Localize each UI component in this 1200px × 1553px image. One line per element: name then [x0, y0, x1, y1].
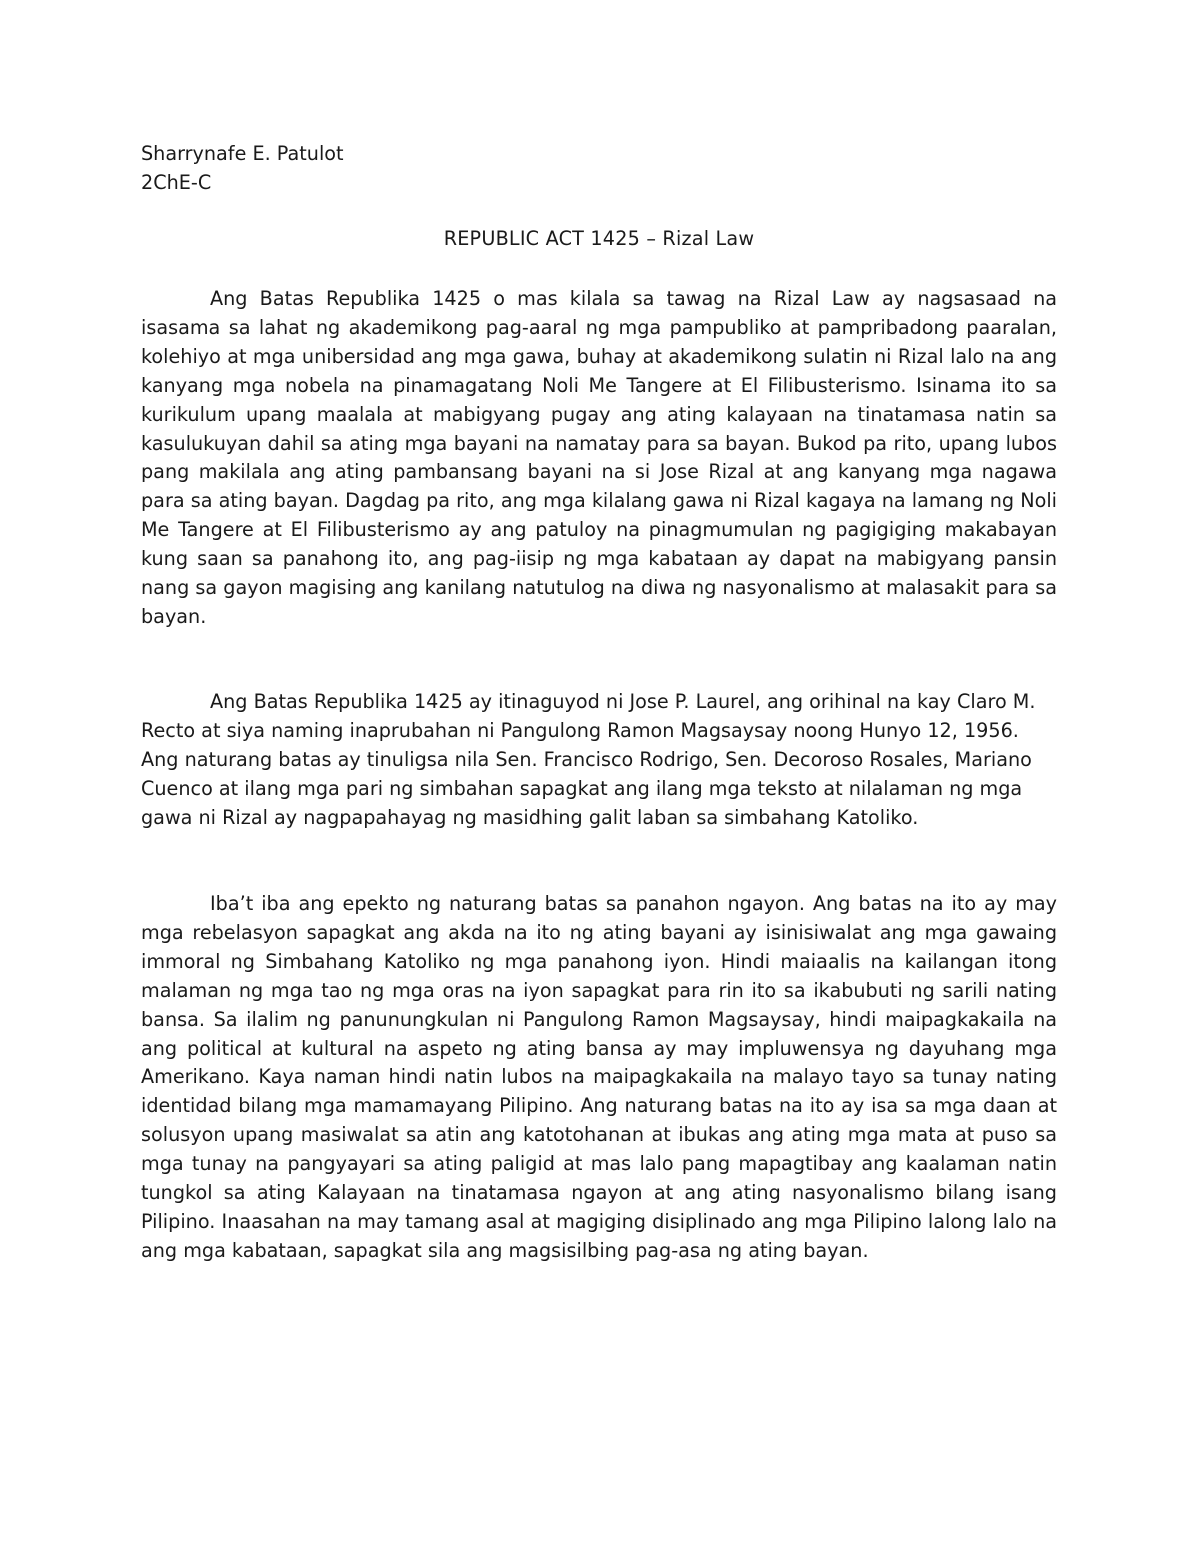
paragraph-block — [141, 285, 1057, 632]
paragraph-block — [141, 890, 1057, 1266]
body-paragraph: Ang Batas Republika 1425 ay itinaguyod ni Jose P. Laurel, ang orihinal na kay Claro M. Recto at siya naming inaprubahan ni Pangulong Ramon Magsaysay noong Hunyo 12, 1956. Ang naturang batas ay tinuligsa nila Sen. Francisco Rodrigo, Sen. Decoroso Rosales, Mariano Cuenco at ilang mga pari ng simbahan sapagkat ang ilang mga teksto at nilalaman ng mga gawa ni Rizal ay nagpapahayag ng masidhing galit laban sa simbahang Katoliko. — [141, 690, 1036, 829]
section-code: 2ChE-C — [141, 171, 212, 194]
document-title: REPUBLIC ACT 1425 – Rizal Law — [443, 227, 755, 250]
body-paragraph: Ang Batas Republika 1425 o mas kilala sa tawag na Rizal Law ay nagsasaad na isasama sa lahat ng akademikong pag-aaral ng mga pampubliko at pampribadong paaralan, kolehiyo at mga unibersidad ang mga gawa, buhay at akademikong sulatin ni Rizal lalo na ang kanyang mga nobela na pinamagatang Noli Me Tangere at El Filibusterismo. Isinama ito sa kurikulum upang maalala at mabigyang pugay ang ating kalayaan na tinatamasa natin sa kasulukuyan dahil sa ating mga bayani na namatay para sa bayan. Bukod pa rito, upang lubos pang makilala ang ating pambansang bayani na si Jose Rizal at ang kanyang mga nagawa para sa ating bayan. Dagdag pa rito, ang mga kilalang gawa ni Rizal kagaya na lamang ng Noli Me Tangere at El Filibusterismo ay ang patuloy na pinagmumulan ng pagigiging makabayan kung saan sa panahong ito, ang pag-iisip ng mga kabataan ay dapat na mabigyang pansin nang sa gayon magising ang kanilang natutulog na diwa ng nasyonalismo at malasakit para sa bayan. — [141, 287, 1057, 628]
paragraph-block — [141, 688, 1057, 833]
author-name: Sharrynafe E. Patulot — [141, 142, 344, 165]
body-paragraph: Iba’t iba ang epekto ng naturang batas sa panahon ngayon. Ang batas na ito ay may mga rebelasyon sapagkat ang akda na ito ng ating bayani ay isinisiwalat ang mga gawaing immoral ng Simbahang Katoliko ng mga panahong iyon. Hindi maiaalis na kailangan itong malaman ng mga tao ng mga oras na iyon sapagkat para rin ito sa ikabubuti ng sarili nating bansa. Sa ilalim ng panunungkulan ni Pangulong Ramon Magsaysay, hindi maipagkakaila na ang political at kultural na aspeto ng ating bansa ay may impluwensya ng dayuhang mga Amerikano. Kaya naman hindi natin lubos na maipagkakaila na malayo tayo sa tunay nating identidad bilang mga mamamayang Pilipino. Ang naturang batas na ito ay isa sa mga daan at solusyon upang masiwalat sa atin ang katotohanan at ibukas ang ating mga mata at puso sa mga tunay na pangyayari sa ating paligid at mas lalo pang mapagtibay ang kaalaman natin tungkol sa ating Kalayaan na tinatamasa ngayon at ang ating nasyonalismo bilang isang Pilipino. Inaasahan na may tamang asal at magiging disiplinado ang mga Pilipino lalong lalo na ang mga kabataan, sapagkat sila ang magsisilbing pag-asa ng ating bayan. — [141, 892, 1057, 1262]
